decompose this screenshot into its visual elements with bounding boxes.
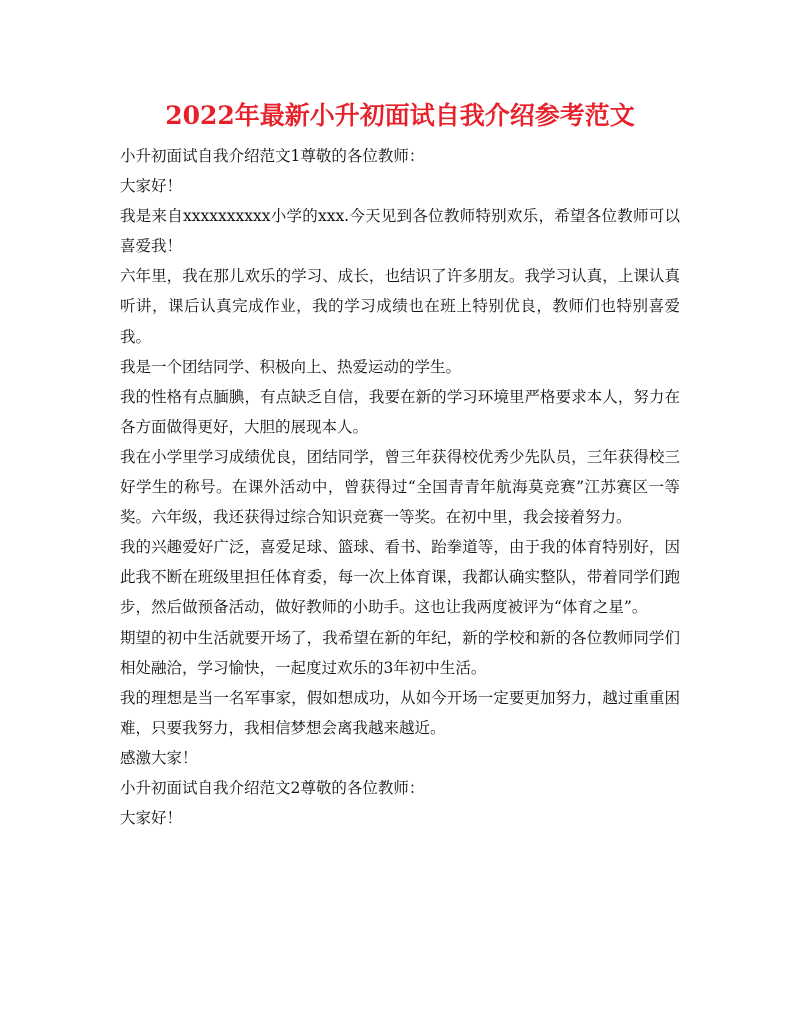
paragraph: 感激大家！ (120, 748, 198, 767)
paragraph: 我是来自xxxxxxxxxx小学的xxx.今天见到各位教师特别欢乐，希望各位教师可以喜爱我！ (120, 207, 680, 256)
paragraph: 我是一个团结同学、积极向上、热爱运动的学生。 (120, 357, 462, 376)
document-title: 2022年最新小升初面试自我介绍参考范文 (165, 101, 635, 130)
paragraph: 我的性格有点腼腆，有点缺乏自信，我要在新的学习环境里严格要求本人，努力在各方面做得更好，大胆的展现本人。 (120, 387, 680, 436)
paragraph: 期望的初中生活就要开场了，我希望在新的年纪，新的学校和新的各位教师同学们相处融洽，学习愉快，一起度过欢乐的3年初中生活。 (120, 628, 680, 677)
paragraph: 我的理想是当一名军事家，假如想成功，从如今开场一定要更加努力，越过重重困难，只要我努力，我相信梦想会离我越来越近。 (120, 688, 680, 737)
paragraph: 我在小学里学习成绩优良，团结同学，曾三年获得校优秀少先队员，三年获得校三好学生的称号。在课外活动中，曾获得过“全国青青年航海莫竞赛”江苏赛区一等奖。六年级，我还获得过综合知识竞赛一等奖。在初中里，我会接着努力。 (120, 447, 680, 527)
paragraph: 大家好！ (120, 809, 183, 828)
paragraph: 小升初面试自我介绍范文1尊敬的各位教师： (120, 147, 425, 165)
paragraph: 六年里，我在那儿欢乐的学习、成长，也结识了许多朋友。我学习认真，上课认真听讲，课后认真完成作业，我的学习成绩也在班上特别优良，教师们也特别喜爱我。 (120, 267, 680, 346)
paragraph: 大家好！ (120, 177, 183, 196)
paragraph: 我的兴趣爱好广泛，喜爱足球、篮球、看书、跆拳道等，由于我的体育特别好，因此我不断在班级里担任体育委，每一次上体育课，我都认确实整队，带着同学们跑步，然后做预备活动，做好教师的小助手。这也让我两度被评为“体育之星”。 (120, 538, 680, 617)
document-body (120, 141, 680, 833)
paragraph: 小升初面试自我介绍范文2尊敬的各位教师： (120, 778, 425, 797)
